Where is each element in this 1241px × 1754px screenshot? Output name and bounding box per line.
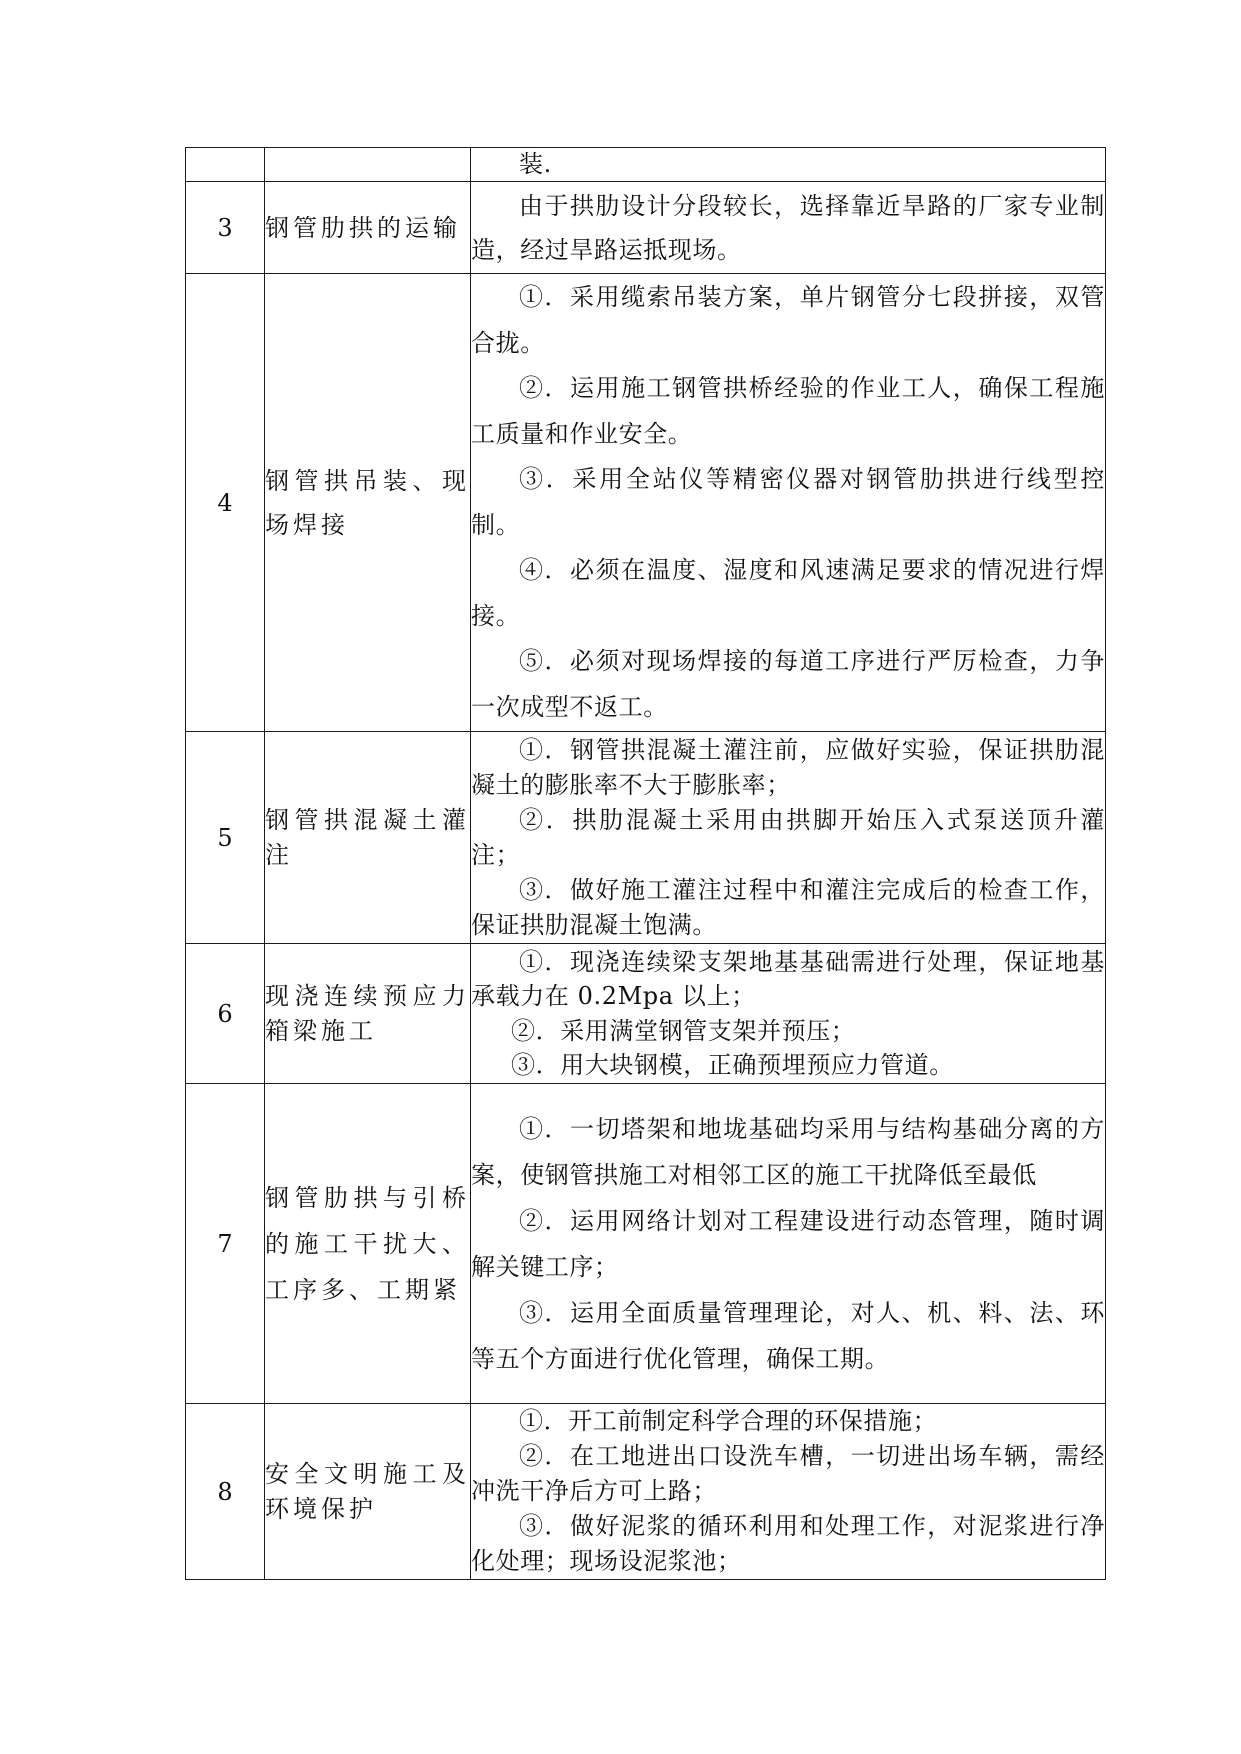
detail-paragraph: ③．运用全面质量管理理论，对人、机、料、法、环等五个方面进行优化管理，确保工期。 xyxy=(471,1298,1105,1373)
row-details xyxy=(471,1404,1106,1580)
detail-paragraph: ①．一切塔架和地垅基础均采用与结构基础分离的方案，使钢管拱施工对相邻工区的施工干扰降低至最低 xyxy=(471,1114,1105,1189)
row-item-label: 安全文明施工及环境保护 xyxy=(265,1459,470,1523)
detail-paragraph: ①．钢管拱混凝土灌注前，应做好实验，保证拱肋混凝土的膨胀率不大于膨胀率； xyxy=(471,735,1105,799)
row-item-label: 钢管肋拱的运输 xyxy=(265,213,461,242)
detail-paragraph: ①．开工前制定科学合理的环保措施； xyxy=(519,1407,938,1435)
measures-table xyxy=(185,147,1106,1580)
table-row xyxy=(186,944,1106,1084)
row-item xyxy=(265,274,471,732)
table-row xyxy=(186,732,1106,944)
detail-paragraph: ②．拱肋混凝土采用由拱脚开始压入式泵送顶升灌注； xyxy=(471,805,1105,869)
row-number: 6 xyxy=(186,944,265,1084)
row-item-label: 钢管拱吊装、现场焊接 xyxy=(265,466,470,539)
row-item xyxy=(265,1084,471,1404)
row-item xyxy=(265,944,471,1084)
detail-paragraph: 由于拱肋设计分段较长，选择靠近旱路的厂家专业制造，经过旱路运抵现场。 xyxy=(471,191,1105,264)
detail-paragraph: ③．用大块钢模，正确预埋预应力管道。 xyxy=(511,1051,954,1079)
detail-paragraph: ①．现浇连续梁支架地基基础需进行处理，保证地基承载力在 0.2Mpa 以上； xyxy=(471,947,1105,1010)
row-item xyxy=(265,182,471,274)
detail-paragraph: ②．在工地进出口设洗车槽，一切进出场车辆，需经冲洗干净后方可上路； xyxy=(471,1442,1105,1505)
detail-paragraph: ④．必须在温度、湿度和风速满足要求的情况进行焊接。 xyxy=(471,556,1105,630)
detail-paragraph: ③．做好泥浆的循环利用和处理工作，对泥浆进行净化处理；现场设泥浆池； xyxy=(471,1512,1105,1575)
row-item xyxy=(265,148,471,182)
table-row xyxy=(186,1404,1106,1580)
row-item-label: 钢管拱混凝土灌注 xyxy=(265,805,470,869)
table-row xyxy=(186,274,1106,732)
row-details xyxy=(471,274,1106,732)
row-details xyxy=(471,1084,1106,1404)
table-row xyxy=(186,182,1106,274)
row-item-label: 现浇连续预应力箱梁施工 xyxy=(265,981,470,1045)
row-item xyxy=(265,1404,471,1580)
table-row xyxy=(186,1084,1106,1404)
detail-paragraph: ⑤．必须对现场焊接的每道工序进行严厉检查，力争一次成型不返工。 xyxy=(471,647,1105,721)
table-row xyxy=(186,148,1106,182)
detail-paragraph: ②．采用满堂钢管支架并预压； xyxy=(511,1016,856,1045)
row-details xyxy=(471,148,1106,182)
row-details xyxy=(471,944,1106,1084)
row-number xyxy=(186,148,265,182)
row-item-label: 钢管肋拱与引桥的施工干扰大、工序多、工期紧 xyxy=(265,1183,470,1304)
row-number: 3 xyxy=(186,182,265,274)
detail-paragraph: ③．采用全站仪等精密仪器对钢管肋拱进行线型控制。 xyxy=(471,465,1105,539)
detail-paragraph: ②．运用施工钢管拱桥经验的作业工人，确保工程施工质量和作业安全。 xyxy=(471,374,1105,448)
row-number: 4 xyxy=(186,274,265,732)
row-number: 8 xyxy=(186,1404,265,1580)
detail-paragraph: ③．做好施工灌注过程中和灌注完成后的检查工作，保证拱肋混凝土饱满。 xyxy=(471,875,1105,939)
row-details xyxy=(471,732,1106,944)
row-item xyxy=(265,732,471,944)
row-number: 5 xyxy=(186,732,265,944)
detail-paragraph: ①．采用缆索吊装方案，单片钢管分七段拼接，双管合拢。 xyxy=(471,283,1105,357)
row-number: 7 xyxy=(186,1084,265,1404)
detail-paragraph: 装. xyxy=(519,150,552,178)
row-details xyxy=(471,182,1106,274)
detail-paragraph: ②．运用网络计划对工程建设进行动态管理，随时调解关键工序； xyxy=(471,1206,1105,1281)
